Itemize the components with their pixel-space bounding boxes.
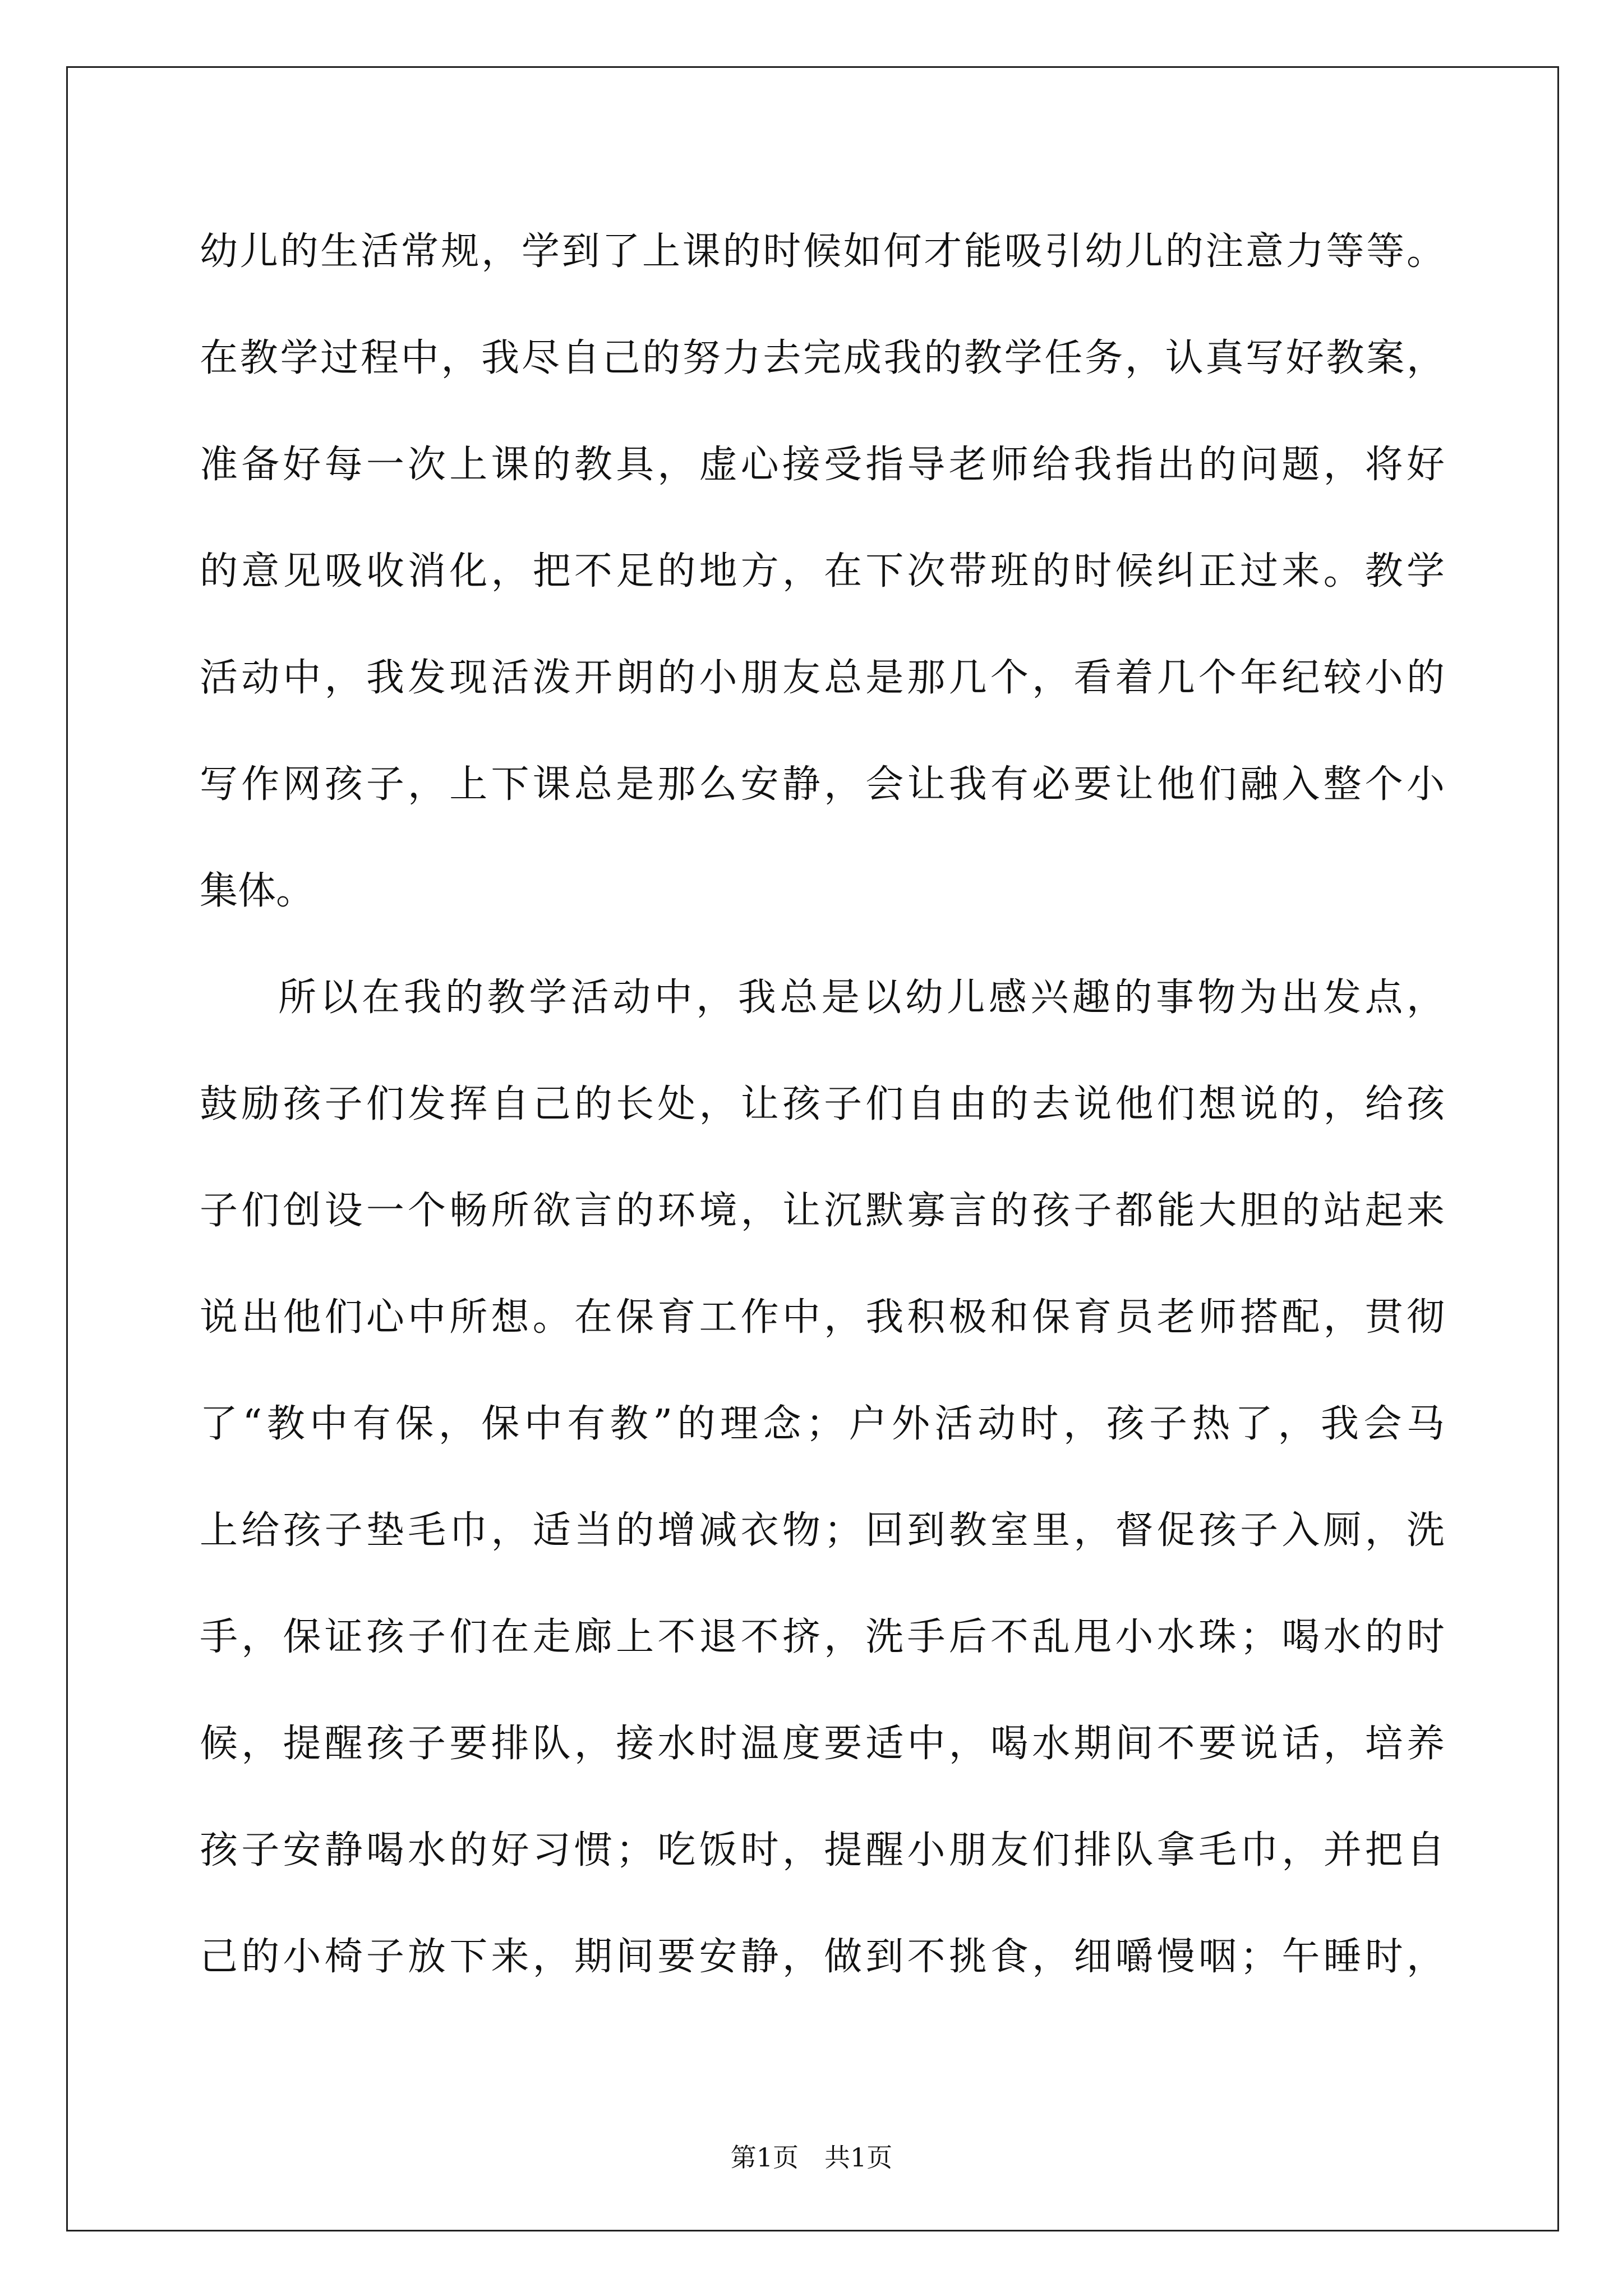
- text-line: 候，提醒孩子要排队，接水时温度要适中，喝水期间不要说话，培养: [200, 1722, 1445, 1766]
- text-line: 鼓励孩子们发挥自己的长处，让孩子们自由的去说他们想说的，给孩: [200, 1082, 1445, 1126]
- text-line: 说出他们心中所想。在保育工作中，我积极和保育员老师搭配，贯彻: [200, 1295, 1445, 1340]
- text-line: 了“教中有保，保中有教”的理念；户外活动时，孩子热了，我会马: [200, 1402, 1445, 1446]
- text-line: 上给孩子垫毛巾，适当的增减衣物；回到教室里，督促孩子入厕，洗: [200, 1508, 1445, 1553]
- text-line: 活动中，我发现活泼开朗的小朋友总是那几个，看着几个年纪较小的: [200, 656, 1445, 700]
- text-line: 在教学过程中，我尽自己的努力去完成我的教学任务，认真写好教案，: [200, 336, 1445, 380]
- text-line: 集体。: [200, 869, 315, 913]
- text-line: 己的小椅子放下来，期间要安静，做到不挑食，细嚼慢咽；午睡时，: [200, 1935, 1445, 1979]
- page-footer: 第1页 共1页: [730, 2142, 893, 2173]
- text-line: 写作网孩子，上下课总是那么安静，会让我有必要让他们融入整个小: [200, 762, 1445, 807]
- text-line: 幼儿的生活常规，学到了上课的时候如何才能吸引幼儿的注意力等等。: [200, 229, 1445, 274]
- text-line: 手，保证孩子们在走廊上不退不挤，洗手后不乱甩小水珠；喝水的时: [200, 1615, 1445, 1659]
- text-line: 的意见吸收消化，把不足的地方，在下次带班的时候纠正过来。教学: [200, 549, 1445, 593]
- text-line: 准备好每一次上课的教具，虚心接受指导老师给我指出的问题，将好: [200, 443, 1445, 487]
- text-line: 所以在我的教学活动中，我总是以幼儿感兴趣的事物为出发点，: [278, 976, 1445, 1020]
- text-line: 孩子安静喝水的好习惯；吃饭时，提醒小朋友们排队拿毛巾，并把自: [200, 1828, 1445, 1872]
- document-body: [200, 199, 1445, 2010]
- text-line: 子们创设一个畅所欲言的环境，让沉默寡言的孩子都能大胆的站起来: [200, 1189, 1445, 1233]
